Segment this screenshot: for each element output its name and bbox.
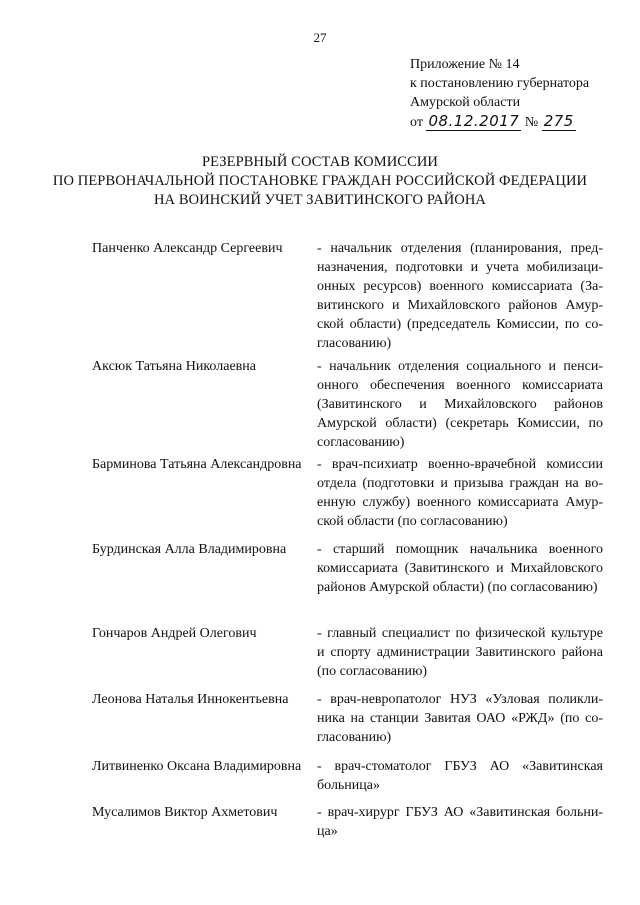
member-role: - врач-стоматолог ГБУЗ АО «Завитинская больница» — [317, 759, 603, 793]
member-role: - врач-психиатр военно-врачебной комиссии отдела (подготовки и призыва граждан на военную службу) военного комиссариата Амурской области (по согласованию) — [317, 457, 603, 529]
title-line-2: ПО ПЕРВОНАЧАЛЬНОЙ ПОСТАНОВКЕ ГРАЖДАН РОССИЙСКОЙ ФЕДЕРАЦИИ — [52, 173, 588, 189]
appendix-title: Приложение № 14 — [410, 57, 520, 72]
document-title — [40, 153, 600, 210]
appendix-region: Амурской области — [410, 95, 521, 110]
member-name: Барминова Татьяна Александровна — [92, 457, 302, 472]
member-role: - врач-невропатолог НУЗ «Узловая поликлиника на станции Завитая ОАО «РЖД» (по согласованию) — [317, 692, 603, 745]
member-name: Гончаров Андрей Олегович — [92, 626, 257, 641]
appendix-block — [410, 55, 635, 132]
member-name: Мусалимов Виктор Ахметович — [92, 805, 278, 820]
page-number: 27 — [313, 30, 327, 45]
member-name: Литвиненко Оксана Владимировна — [92, 759, 302, 774]
appendix-reference: к постановлению губернатора — [410, 76, 590, 91]
member-role: - начальник отделения социального и пенсионного обеспечения военного комиссариата (Завитинского и Михайловского районов Амурской области) (секретарь Комиссии, по согласованию) — [317, 359, 603, 450]
title-line-3: НА ВОИНСКИЙ УЧЕТ ЗАВИТИНСКОГО РАЙОНА — [153, 192, 486, 208]
member-name: Бурдинская Алла Владимировна — [92, 542, 287, 557]
member-role: - врач-хирург ГБУЗ АО «Завитинская больница» — [317, 805, 603, 839]
member-role: - старший помощник начальника военного комиссариата (Завитинского и Михайловского районов Амурской области) (по согласованию) — [317, 542, 603, 595]
date-prefix: от — [410, 115, 423, 130]
title-line-1: РЕЗЕРВНЫЙ СОСТАВ КОМИССИИ — [202, 154, 438, 170]
appendix-date-line — [410, 112, 635, 132]
member-name: Панченко Александр Сергеевич — [92, 241, 283, 256]
handwritten-date: 08.12.2017 — [428, 112, 520, 130]
handwritten-number: 275 — [543, 112, 574, 130]
member-name: Аксюк Татьяна Николаевна — [92, 359, 256, 374]
member-role: - начальник отделения (планирования, предназначения, подготовки и учета мобилизационных ресурсов) военного комиссариата (Завитинского и Михайловского районов Амурской области) (председатель Комиссии, по согласованию) — [317, 241, 603, 351]
member-name: Леонова Наталья Иннокентьевна — [92, 692, 289, 707]
number-prefix: № — [524, 115, 539, 130]
member-role: - главный специалист по физической культуре и спорту администрации Завитинского района (по согласованию) — [317, 626, 603, 679]
